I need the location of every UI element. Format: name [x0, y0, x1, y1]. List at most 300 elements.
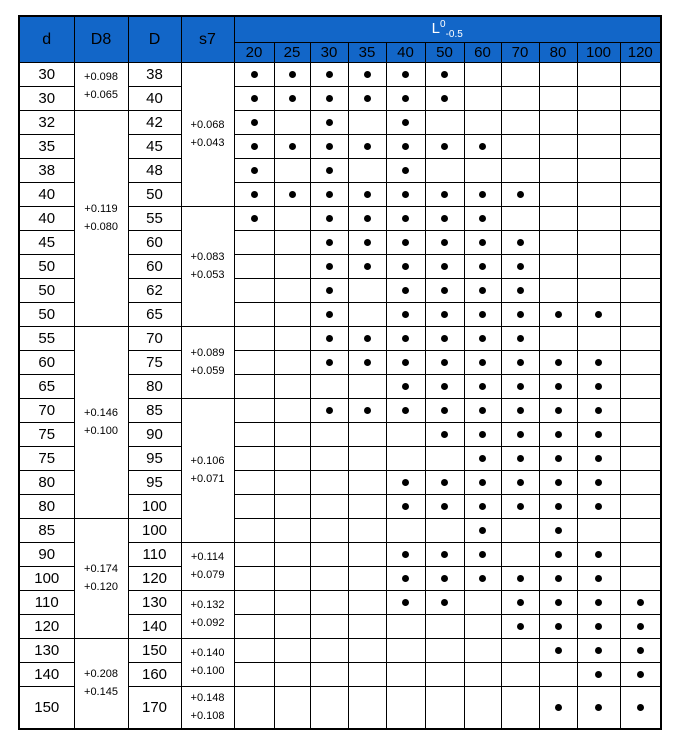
availability-cell-L25: [274, 87, 310, 111]
availability-dot-icon: [479, 575, 486, 582]
availability-cell-L40: [386, 615, 425, 639]
col-header-D: D: [128, 16, 181, 63]
availability-cell-L100: [577, 591, 620, 615]
availability-cell-L60: [464, 207, 501, 231]
availability-cell-L50: [425, 447, 464, 471]
s7-tolerance-cell: [181, 543, 234, 591]
availability-cell-L60: [464, 495, 501, 519]
availability-cell-L120: [620, 183, 661, 207]
table-row: [19, 111, 661, 135]
availability-cell-L100: [577, 639, 620, 663]
d-value-cell: 35: [19, 135, 74, 159]
availability-dot-icon: [479, 479, 486, 486]
availability-cell-L100: [577, 423, 620, 447]
availability-cell-L80: [539, 495, 577, 519]
availability-cell-L120: [620, 327, 661, 351]
availability-cell-L70: [501, 399, 539, 423]
availability-cell-L120: [620, 87, 661, 111]
availability-cell-L25: [274, 591, 310, 615]
d-value-cell: 150: [19, 687, 74, 730]
table-row: [19, 327, 661, 351]
availability-cell-L35: [348, 303, 386, 327]
availability-cell-L80: [539, 351, 577, 375]
availability-dot-icon: [517, 599, 524, 606]
availability-cell-L120: [620, 471, 661, 495]
d-value-cell: 110: [19, 591, 74, 615]
availability-cell-L35: [348, 519, 386, 543]
availability-cell-L30: [310, 519, 348, 543]
availability-cell-L20: [234, 231, 274, 255]
s7-tolerance-cell-upper: +0.148: [190, 692, 225, 704]
availability-cell-L100: [577, 183, 620, 207]
availability-cell-L30: [310, 447, 348, 471]
availability-cell-L60: [464, 327, 501, 351]
availability-cell-L50: [425, 87, 464, 111]
availability-cell-L60: [464, 423, 501, 447]
dimension-table: [18, 15, 662, 730]
availability-dot-icon: [251, 95, 258, 102]
availability-cell-L40: [386, 519, 425, 543]
availability-cell-L70: [501, 111, 539, 135]
availability-cell-L80: [539, 567, 577, 591]
availability-dot-icon: [441, 575, 448, 582]
availability-cell-L50: [425, 543, 464, 567]
availability-dot-icon: [517, 383, 524, 390]
availability-dot-icon: [595, 623, 602, 630]
availability-dot-icon: [364, 191, 371, 198]
length-header-25: 25: [274, 43, 310, 63]
s7-tolerance-cell-upper: +0.068: [190, 119, 225, 131]
availability-dot-icon: [479, 383, 486, 390]
availability-dot-icon: [251, 215, 258, 222]
availability-cell-L20: [234, 207, 274, 231]
availability-dot-icon: [441, 311, 448, 318]
availability-cell-L25: [274, 375, 310, 399]
availability-cell-L40: [386, 111, 425, 135]
availability-cell-L50: [425, 615, 464, 639]
length-header-60: 60: [464, 43, 501, 63]
availability-dot-icon: [326, 191, 333, 198]
D-value-cell: 100: [128, 519, 181, 543]
availability-dot-icon: [517, 359, 524, 366]
col-header-s7: s7: [181, 16, 234, 63]
availability-dot-icon: [555, 383, 562, 390]
length-header-40: 40: [386, 43, 425, 63]
availability-cell-L35: [348, 111, 386, 135]
availability-cell-L35: [348, 351, 386, 375]
availability-cell-L80: [539, 111, 577, 135]
availability-dot-icon: [326, 119, 333, 126]
availability-dot-icon: [479, 455, 486, 462]
availability-dot-icon: [289, 95, 296, 102]
availability-dot-icon: [441, 479, 448, 486]
availability-cell-L120: [620, 495, 661, 519]
availability-cell-L25: [274, 159, 310, 183]
availability-dot-icon: [364, 215, 371, 222]
availability-dot-icon: [595, 575, 602, 582]
d8-tolerance-cell-upper: +0.119: [84, 203, 118, 215]
d-value-cell: 55: [19, 327, 74, 351]
availability-dot-icon: [555, 599, 562, 606]
availability-cell-L60: [464, 111, 501, 135]
d8-tolerance-cell: [74, 111, 128, 327]
availability-cell-L50: [425, 135, 464, 159]
availability-dot-icon: [637, 599, 644, 606]
availability-dot-icon: [441, 383, 448, 390]
availability-cell-L100: [577, 159, 620, 183]
availability-cell-L120: [620, 351, 661, 375]
availability-dot-icon: [555, 575, 562, 582]
availability-cell-L40: [386, 231, 425, 255]
D-value-cell: 70: [128, 327, 181, 351]
availability-dot-icon: [441, 599, 448, 606]
availability-dot-icon: [555, 311, 562, 318]
availability-cell-L40: [386, 159, 425, 183]
availability-cell-L30: [310, 639, 348, 663]
availability-cell-L50: [425, 279, 464, 303]
availability-dot-icon: [595, 383, 602, 390]
availability-dot-icon: [517, 575, 524, 582]
d-value-cell: 120: [19, 615, 74, 639]
D-value-cell: 90: [128, 423, 181, 447]
availability-cell-L70: [501, 207, 539, 231]
availability-dot-icon: [364, 239, 371, 246]
availability-cell-L30: [310, 567, 348, 591]
availability-cell-L70: [501, 663, 539, 687]
availability-cell-L80: [539, 303, 577, 327]
availability-cell-L30: [310, 615, 348, 639]
availability-cell-L120: [620, 63, 661, 87]
availability-dot-icon: [251, 119, 258, 126]
d8-tolerance-cell-lower: +0.145: [84, 686, 118, 698]
availability-cell-L100: [577, 615, 620, 639]
d8-tolerance-cell-upper: +0.146: [84, 407, 118, 419]
availability-cell-L50: [425, 327, 464, 351]
availability-cell-L20: [234, 615, 274, 639]
s7-tolerance-cell-upper: +0.089: [190, 347, 225, 359]
availability-cell-L80: [539, 543, 577, 567]
availability-cell-L120: [620, 543, 661, 567]
availability-dot-icon: [479, 143, 486, 150]
s7-tolerance-cell-lower: +0.043: [190, 137, 225, 149]
availability-dot-icon: [251, 167, 258, 174]
availability-cell-L35: [348, 495, 386, 519]
availability-cell-L120: [620, 519, 661, 543]
d-value-cell: 140: [19, 663, 74, 687]
availability-dot-icon: [555, 647, 562, 654]
availability-cell-L80: [539, 183, 577, 207]
availability-cell-L25: [274, 279, 310, 303]
availability-dot-icon: [326, 359, 333, 366]
availability-cell-L120: [620, 447, 661, 471]
availability-dot-icon: [517, 455, 524, 462]
availability-cell-L100: [577, 567, 620, 591]
availability-cell-L40: [386, 591, 425, 615]
availability-cell-L25: [274, 615, 310, 639]
D-value-cell: 160: [128, 663, 181, 687]
availability-dot-icon: [517, 311, 524, 318]
availability-cell-L80: [539, 471, 577, 495]
availability-cell-L100: [577, 447, 620, 471]
s7-tolerance-cell-upper: +0.083: [190, 251, 225, 263]
availability-dot-icon: [595, 479, 602, 486]
availability-cell-L120: [620, 231, 661, 255]
availability-cell-L25: [274, 351, 310, 375]
availability-cell-L20: [234, 687, 274, 730]
availability-cell-L70: [501, 327, 539, 351]
availability-dot-icon: [555, 431, 562, 438]
availability-dot-icon: [251, 191, 258, 198]
length-header-35: 35: [348, 43, 386, 63]
availability-cell-L30: [310, 591, 348, 615]
table-body: [19, 63, 661, 730]
availability-cell-L20: [234, 135, 274, 159]
length-header-100: 100: [577, 43, 620, 63]
d-value-cell: 40: [19, 183, 74, 207]
availability-cell-L40: [386, 63, 425, 87]
d-value-cell: 130: [19, 639, 74, 663]
availability-dot-icon: [326, 95, 333, 102]
availability-dot-icon: [441, 407, 448, 414]
D-value-cell: 130: [128, 591, 181, 615]
length-header-120: 120: [620, 43, 661, 63]
availability-cell-L100: [577, 111, 620, 135]
availability-cell-L40: [386, 279, 425, 303]
D-value-cell: 40: [128, 87, 181, 111]
availability-dot-icon: [595, 599, 602, 606]
availability-cell-L40: [386, 375, 425, 399]
D-value-cell: 50: [128, 183, 181, 207]
availability-cell-L80: [539, 447, 577, 471]
availability-cell-L35: [348, 87, 386, 111]
availability-dot-icon: [441, 239, 448, 246]
availability-cell-L80: [539, 687, 577, 730]
availability-cell-L70: [501, 495, 539, 519]
s7-tolerance-cell-upper: +0.132: [190, 599, 225, 611]
availability-dot-icon: [637, 623, 644, 630]
s7-tolerance-cell-lower: +0.071: [190, 473, 225, 485]
availability-cell-L70: [501, 351, 539, 375]
availability-cell-L35: [348, 543, 386, 567]
D-value-cell: 85: [128, 399, 181, 423]
availability-cell-L50: [425, 159, 464, 183]
availability-cell-L25: [274, 639, 310, 663]
availability-dot-icon: [479, 263, 486, 270]
availability-dot-icon: [402, 167, 409, 174]
availability-dot-icon: [479, 287, 486, 294]
availability-dot-icon: [441, 263, 448, 270]
s7-tolerance-cell: [181, 327, 234, 399]
availability-dot-icon: [402, 311, 409, 318]
s7-tolerance-cell-lower: +0.079: [190, 569, 225, 581]
availability-dot-icon: [637, 647, 644, 654]
availability-cell-L40: [386, 687, 425, 730]
availability-cell-L20: [234, 543, 274, 567]
availability-dot-icon: [364, 263, 371, 270]
availability-dot-icon: [555, 407, 562, 414]
availability-dot-icon: [517, 503, 524, 510]
availability-dot-icon: [517, 191, 524, 198]
availability-cell-L60: [464, 615, 501, 639]
availability-cell-L25: [274, 255, 310, 279]
availability-cell-L20: [234, 159, 274, 183]
availability-cell-L20: [234, 639, 274, 663]
availability-dot-icon: [479, 431, 486, 438]
availability-dot-icon: [479, 215, 486, 222]
availability-cell-L35: [348, 399, 386, 423]
availability-cell-L35: [348, 615, 386, 639]
availability-cell-L120: [620, 375, 661, 399]
d-value-cell: 65: [19, 375, 74, 399]
availability-cell-L25: [274, 471, 310, 495]
availability-dot-icon: [402, 599, 409, 606]
D-value-cell: 48: [128, 159, 181, 183]
availability-cell-L120: [620, 639, 661, 663]
availability-cell-L50: [425, 183, 464, 207]
availability-cell-L80: [539, 63, 577, 87]
D-value-cell: 120: [128, 567, 181, 591]
availability-dot-icon: [402, 407, 409, 414]
availability-cell-L70: [501, 447, 539, 471]
availability-cell-L80: [539, 159, 577, 183]
availability-dot-icon: [326, 263, 333, 270]
D-value-cell: 75: [128, 351, 181, 375]
availability-cell-L80: [539, 399, 577, 423]
availability-cell-L120: [620, 615, 661, 639]
D-value-cell: 60: [128, 255, 181, 279]
availability-cell-L60: [464, 255, 501, 279]
availability-dot-icon: [517, 623, 524, 630]
availability-dot-icon: [595, 431, 602, 438]
d8-tolerance-cell-upper: +0.208: [84, 668, 118, 680]
availability-cell-L100: [577, 495, 620, 519]
d-value-cell: 50: [19, 255, 74, 279]
D-value-cell: 42: [128, 111, 181, 135]
availability-dot-icon: [479, 239, 486, 246]
d8-tolerance-cell: [74, 63, 128, 111]
availability-cell-L40: [386, 399, 425, 423]
availability-cell-L20: [234, 567, 274, 591]
availability-cell-L80: [539, 375, 577, 399]
availability-cell-L30: [310, 111, 348, 135]
d-value-cell: 90: [19, 543, 74, 567]
availability-cell-L25: [274, 543, 310, 567]
availability-cell-L50: [425, 375, 464, 399]
availability-cell-L80: [539, 423, 577, 447]
availability-dot-icon: [441, 191, 448, 198]
length-header-30: 30: [310, 43, 348, 63]
availability-cell-L60: [464, 231, 501, 255]
availability-dot-icon: [441, 431, 448, 438]
availability-dot-icon: [326, 167, 333, 174]
availability-cell-L70: [501, 279, 539, 303]
availability-dot-icon: [595, 704, 602, 711]
availability-cell-L60: [464, 639, 501, 663]
availability-cell-L50: [425, 231, 464, 255]
availability-cell-L50: [425, 519, 464, 543]
availability-cell-L40: [386, 87, 425, 111]
availability-dot-icon: [595, 407, 602, 414]
availability-cell-L30: [310, 327, 348, 351]
D-value-cell: 65: [128, 303, 181, 327]
availability-cell-L60: [464, 159, 501, 183]
availability-cell-L70: [501, 519, 539, 543]
s7-tolerance-cell: [181, 63, 234, 207]
D-value-cell: 150: [128, 639, 181, 663]
availability-cell-L35: [348, 279, 386, 303]
availability-dot-icon: [637, 671, 644, 678]
availability-dot-icon: [555, 551, 562, 558]
availability-cell-L25: [274, 663, 310, 687]
availability-dot-icon: [402, 287, 409, 294]
availability-cell-L30: [310, 183, 348, 207]
availability-cell-L35: [348, 375, 386, 399]
D-value-cell: 45: [128, 135, 181, 159]
availability-cell-L20: [234, 279, 274, 303]
availability-dot-icon: [364, 335, 371, 342]
availability-cell-L30: [310, 63, 348, 87]
availability-cell-L60: [464, 567, 501, 591]
availability-cell-L80: [539, 615, 577, 639]
availability-dot-icon: [402, 71, 409, 78]
s7-tolerance-cell: [181, 207, 234, 327]
availability-dot-icon: [595, 503, 602, 510]
availability-cell-L120: [620, 279, 661, 303]
availability-dot-icon: [402, 143, 409, 150]
availability-cell-L30: [310, 255, 348, 279]
availability-dot-icon: [326, 407, 333, 414]
availability-cell-L50: [425, 423, 464, 447]
availability-cell-L100: [577, 63, 620, 87]
availability-cell-L60: [464, 687, 501, 730]
availability-dot-icon: [479, 335, 486, 342]
availability-cell-L80: [539, 207, 577, 231]
availability-cell-L50: [425, 471, 464, 495]
table-row: [19, 63, 661, 87]
availability-cell-L50: [425, 495, 464, 519]
availability-dot-icon: [517, 263, 524, 270]
availability-cell-L20: [234, 471, 274, 495]
availability-cell-L120: [620, 207, 661, 231]
availability-dot-icon: [441, 359, 448, 366]
availability-cell-L80: [539, 255, 577, 279]
availability-dot-icon: [637, 704, 644, 711]
d8-tolerance-cell: [74, 327, 128, 519]
availability-cell-L100: [577, 399, 620, 423]
d-value-cell: 85: [19, 519, 74, 543]
availability-cell-L20: [234, 87, 274, 111]
availability-cell-L20: [234, 591, 274, 615]
availability-cell-L70: [501, 159, 539, 183]
length-header-20: 20: [234, 43, 274, 63]
availability-cell-L70: [501, 543, 539, 567]
availability-cell-L120: [620, 255, 661, 279]
availability-cell-L35: [348, 447, 386, 471]
availability-cell-L40: [386, 255, 425, 279]
availability-cell-L60: [464, 87, 501, 111]
D-value-cell: 55: [128, 207, 181, 231]
availability-cell-L20: [234, 303, 274, 327]
D-value-cell: 100: [128, 495, 181, 519]
availability-dot-icon: [555, 455, 562, 462]
availability-cell-L50: [425, 207, 464, 231]
availability-cell-L100: [577, 255, 620, 279]
D-value-cell: 60: [128, 231, 181, 255]
d-value-cell: 60: [19, 351, 74, 375]
s7-tolerance-cell: [181, 687, 234, 730]
availability-cell-L40: [386, 567, 425, 591]
availability-dot-icon: [479, 503, 486, 510]
